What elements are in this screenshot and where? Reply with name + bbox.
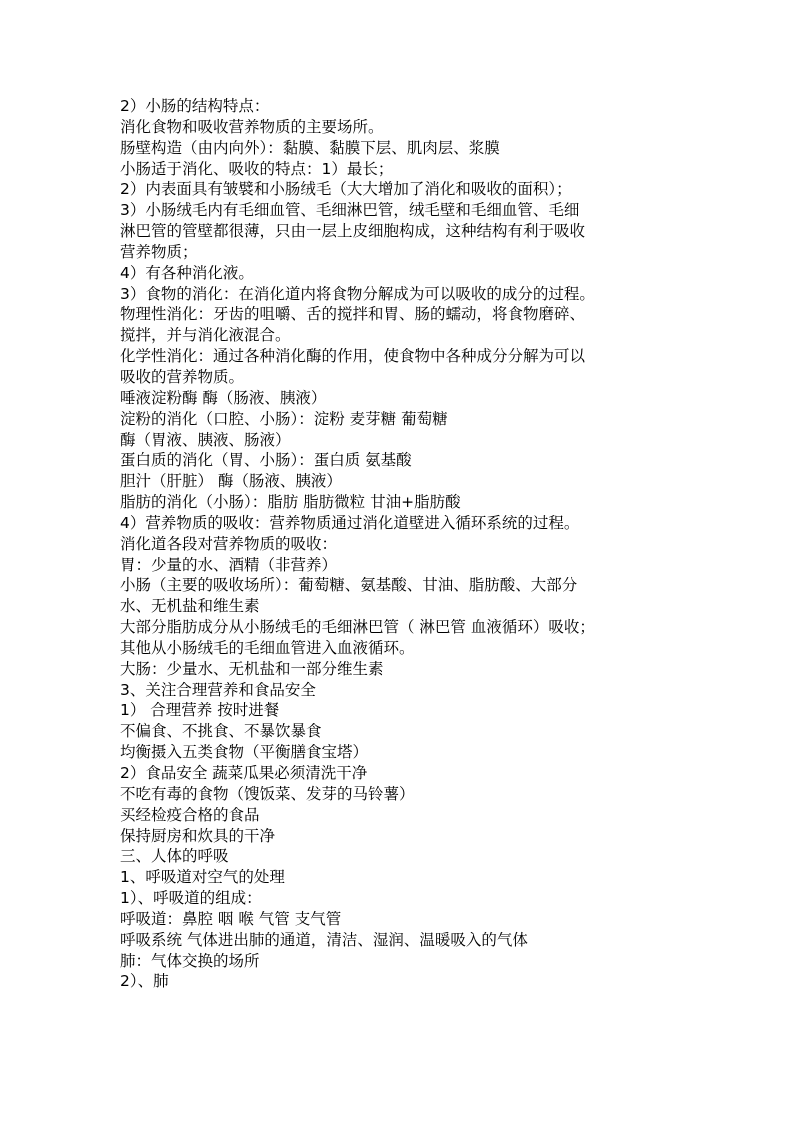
text-line: 肺：气体交换的场所 (120, 951, 260, 970)
text-line: 蛋白质的消化（胃、小肠）：蛋白质 氨基酸 (120, 451, 412, 470)
text-line: 买经检疫合格的食品 (120, 805, 260, 824)
text-line: 小肠（主要的吸收场所）：葡萄糖、氨基酸、甘油、脂肪酸、大部分 (120, 576, 578, 595)
text-line: 大肠：少量水、无机盐和一部分维生素 (120, 659, 384, 678)
text-line: 2）食品安全 蔬菜瓜果必须清洗干净 (120, 764, 368, 782)
text-line: 淋巴管的管壁都很薄，只由一层上皮细胞构成，这种结构有利于吸收 (120, 222, 586, 241)
text-line: 3）食物的消化：在消化道内将食物分解成为可以吸收的成分的过程。 (120, 284, 595, 303)
text-line: 水、无机盐和维生素 (120, 597, 260, 616)
text-line: 吸收的营养物质。 (120, 367, 245, 386)
text-line: 化学性消化：通过各种消化酶的作用，使食物中各种成分分解为可以 (120, 347, 586, 366)
text-line: 消化道各段对营养物质的吸收： (120, 534, 338, 553)
text-line: 2）内表面具有皱襞和小肠绒毛（大大增加了消化和吸收的面积）； (120, 180, 572, 199)
text-line: 保持厨房和炊具的干净 (120, 826, 276, 845)
text-line: 淀粉的消化（口腔、小肠）：淀粉 麦芽糖 葡萄糖 (120, 409, 448, 428)
text-line: 唾液淀粉酶 酶（肠液、胰液） (120, 388, 327, 407)
text-line: 2）小肠的结构特点： (120, 97, 270, 115)
text-line: 1） 合理营养 按时进餐 (120, 701, 280, 720)
text-line: 均衡摄入五类食物（平衡膳食宝塔） (120, 743, 369, 762)
text-line: 3）小肠绒毛内有毛细血管、毛细淋巴管，绒毛壁和毛细血管、毛细 (120, 201, 580, 220)
text-line: 2）、肺 (120, 972, 169, 991)
text-line: 4）营养物质的吸收：营养物质通过消化道壁进入循环系统的过程。 (120, 513, 580, 532)
text-line: 不偏食、不挑食、不暴饮暴食 (120, 722, 322, 741)
text-line: 其他从小肠绒毛的毛细血管进入血液循环。 (120, 638, 415, 657)
text-line: 3、关注合理营养和食品安全 (120, 680, 316, 699)
text-line: 搅拌，并与消化液混合。 (120, 326, 291, 345)
text-line: 胃：少量的水、酒精（非营养） (120, 555, 338, 574)
text-line: 不吃有毒的食物（馊饭菜、发芽的马铃薯） (120, 784, 415, 803)
text-line: 1）、呼吸道的组成： (120, 889, 262, 908)
text-line: 呼吸系统 气体进出肺的通道，清洁、湿润、温暖吸入的气体 (120, 930, 528, 949)
text-line: 1、呼吸道对空气的处理 (120, 868, 285, 887)
text-line: 消化食物和吸收营养物质的主要场所。 (120, 117, 384, 136)
text-line: 胆汁（肝脏） 酶（肠液、胰液） (120, 472, 342, 491)
text-line: 营养物质； (120, 242, 198, 261)
text-line: 肠壁构造（由内向外）：黏膜、黏膜下层、肌肉层、浆膜 (120, 138, 500, 157)
text-line: 三、人体的呼吸 (120, 847, 229, 866)
document-body (120, 96, 680, 992)
text-line: 酶（胃液、胰液、肠液） (120, 430, 291, 449)
text-line: 小肠适于消化、吸收的特点：1）最长； (120, 159, 394, 178)
text-line: 大部分脂肪成分从小肠绒毛的毛细淋巴管（ 淋巴管 血液循环）吸收； (120, 618, 595, 637)
text-line: 呼吸道：鼻腔 咽 喉 气管 支气管 (120, 909, 342, 928)
text-line: 4）有各种消化液。 (120, 263, 254, 282)
text-line: 脂肪的消化（小肠）：脂肪 脂肪微粒 甘油+脂肪酸 (120, 493, 461, 512)
text-line: 物理性消化：牙齿的咀嚼、舌的搅拌和胃、肠的蠕动，将食物磨碎、 (120, 305, 586, 324)
